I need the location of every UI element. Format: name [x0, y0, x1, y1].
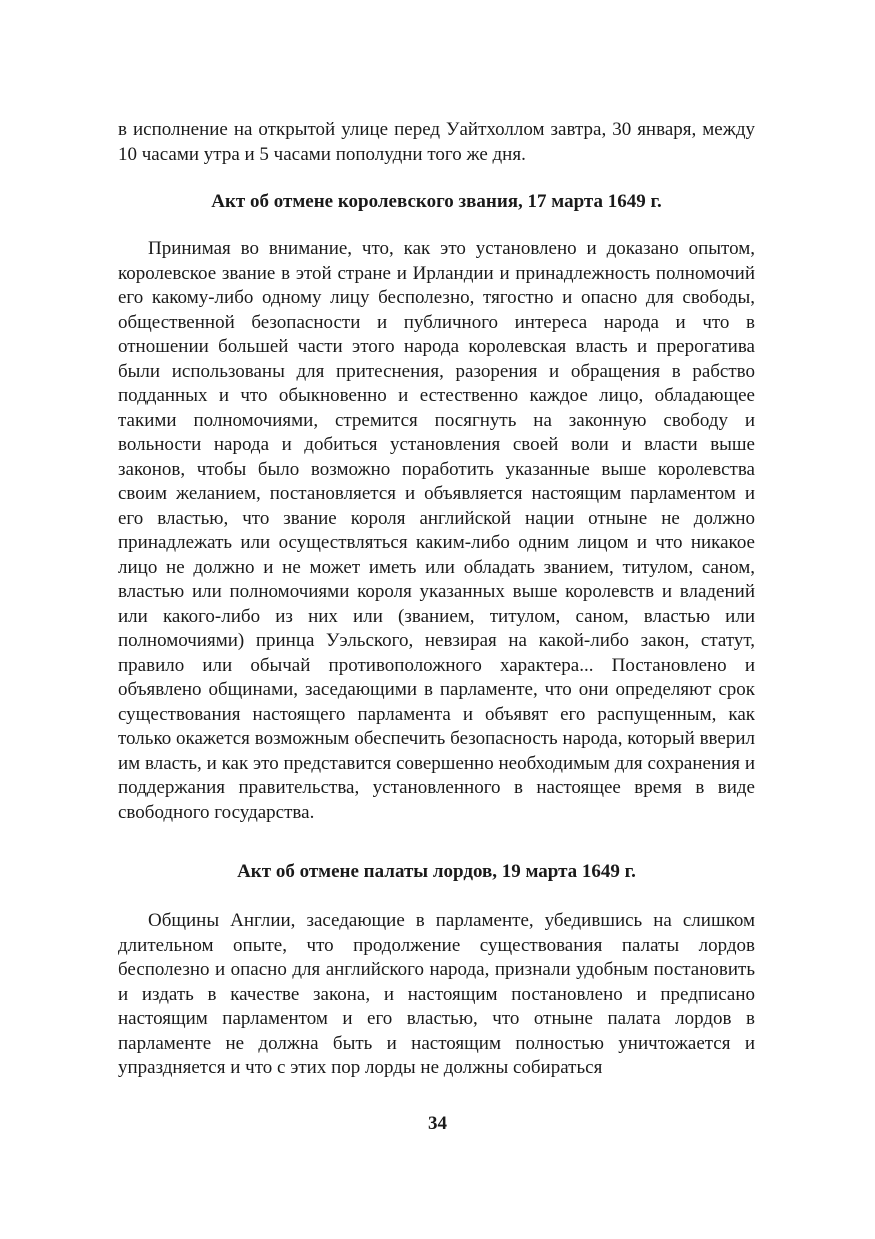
intro-paragraph-block: [118, 118, 755, 167]
intro-paragraph: в исполнение на открытой улице перед Уайтхоллом завтра, 30 января, между 10 часами утра и 5 часами пополудни того же дня.: [118, 119, 755, 165]
section-body-abolition-of-kingship: Принимая во внимание, что, как это установлено и доказано опытом, королевское звание в этой стране и Ирландии и принадлежность полномочий его какому-либо одному лицу бесполезно, тягостно и опасно для свободы, общественной безопасности и публичного интереса народа и что в отношении большей части этого народа королевская власть и прерогатива были использованы для притеснения, разорения и обращения в рабство подданных и что обыкновенно и естественно каждое лицо, обладающее такими полномочиями, стремится посягнуть на законную свободу и вольности народа и добиться установления своей воли и власти выше законов, чтобы было возможно поработить указанные выше королевства своим желанием, постановляется и объявляется настоящим парламентом и его властью, что звание короля английской нации отныне не должно принадлежать или осуществляться каким-либо одним лицом и что никакое лицо не должно и не может иметь или обладать званием, титулом, саном, властью или полномочиями короля указанных выше королевств и владений или какого-либо из них или (званием, титулом, саном, властью или полномочиями) принца Уэльского, невзирая на какой-либо закон, статут, правило или обычай противоположного характера... Постановлено и объявлено общинами, заседающими в парламенте, что они определяют срок существования настоящего парламента и объявят его распущенным, как только окажется возможным обеспечить безопасность народа, который вверил им власть, и как это представится совершенно необходимым для сохранения и поддержания правительства, установленного в настоящее время в виде свободного государства.: [118, 238, 755, 823]
section-body-abolition-of-kingship-block: [118, 237, 755, 825]
section-body-abolition-of-house-of-lords-block: [118, 909, 755, 1081]
section-heading-abolition-of-house-of-lords: Акт об отмене палаты лордов, 19 марта 1649 г.: [237, 861, 636, 882]
section-body-abolition-of-house-of-lords: Общины Англии, заседающие в парламенте, убедившись на слишком длительном опыте, что продолжение существования палаты лордов бесполезно и опасно для английского народа, признали удобным постановить и издать в качестве закона, и настоящим постановлено и предписано настоящим парламентом и его властью, что отныне палата лордов в парламенте не должна быть и настоящим полностью уничтожается и упраздняется и что с этих пор лорды не должны собираться: [118, 910, 755, 1078]
page-number: 34: [428, 1113, 447, 1134]
section-heading-abolition-of-kingship: Акт об отмене королевского звания, 17 марта 1649 г.: [211, 191, 662, 212]
